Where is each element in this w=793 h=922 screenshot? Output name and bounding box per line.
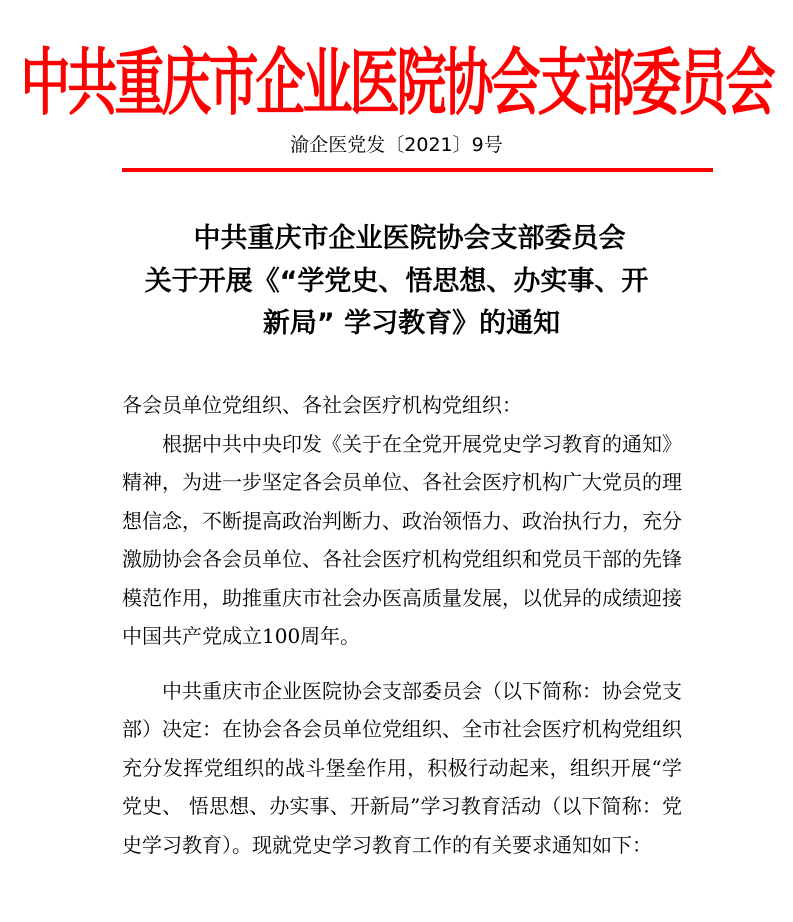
notice-title-line-2: 关于开展《“学党史、悟思想、办实事、开 bbox=[144, 266, 649, 297]
body-paragraph-1: 根据中共中央印发《关于在全党开展党史学习教育的通知》精神，为进一步坚定各会员单位、各社会医疗机构广大党员的理想信念，不断提高政治判断力、政治领悟力、政治执行力，充分激励协会各会员单位、各社会医疗机构党组织和党员干部的先锋模范作用，助推重庆市社会办医高质量发展，以优异的成绩迎接中国共产党成立100周年。 bbox=[122, 431, 682, 648]
document-number: 渝企医党发〔2021〕9号 bbox=[290, 134, 503, 156]
body-paragraph-2: 中共重庆市企业医院协会支部委员会（以下简称：协会党支部）决定：在协会各会员单位党组织、全市社会医疗机构党组织充分发挥党组织的战斗堡垒作用，积极行动起来，组织开展“学党史、 悟思想、办实事、开新局”学习教育活动（以下简称：党史学习教育）。现就党史学习教育工作的有关要求通知如下： bbox=[122, 678, 682, 857]
notice-body bbox=[122, 386, 682, 864]
red-divider-line bbox=[122, 168, 713, 172]
notice-title-line-1: 中共重庆市企业医院协会支部委员会 bbox=[193, 223, 626, 254]
org-masthead-title: 中共重庆市企业医院协会支部委员会 bbox=[20, 41, 773, 126]
salutation: 各会员单位党组织、各社会医疗机构党组织： bbox=[122, 393, 522, 417]
notice-title-line-3: 新局” 学习教育》的通知 bbox=[262, 308, 561, 339]
